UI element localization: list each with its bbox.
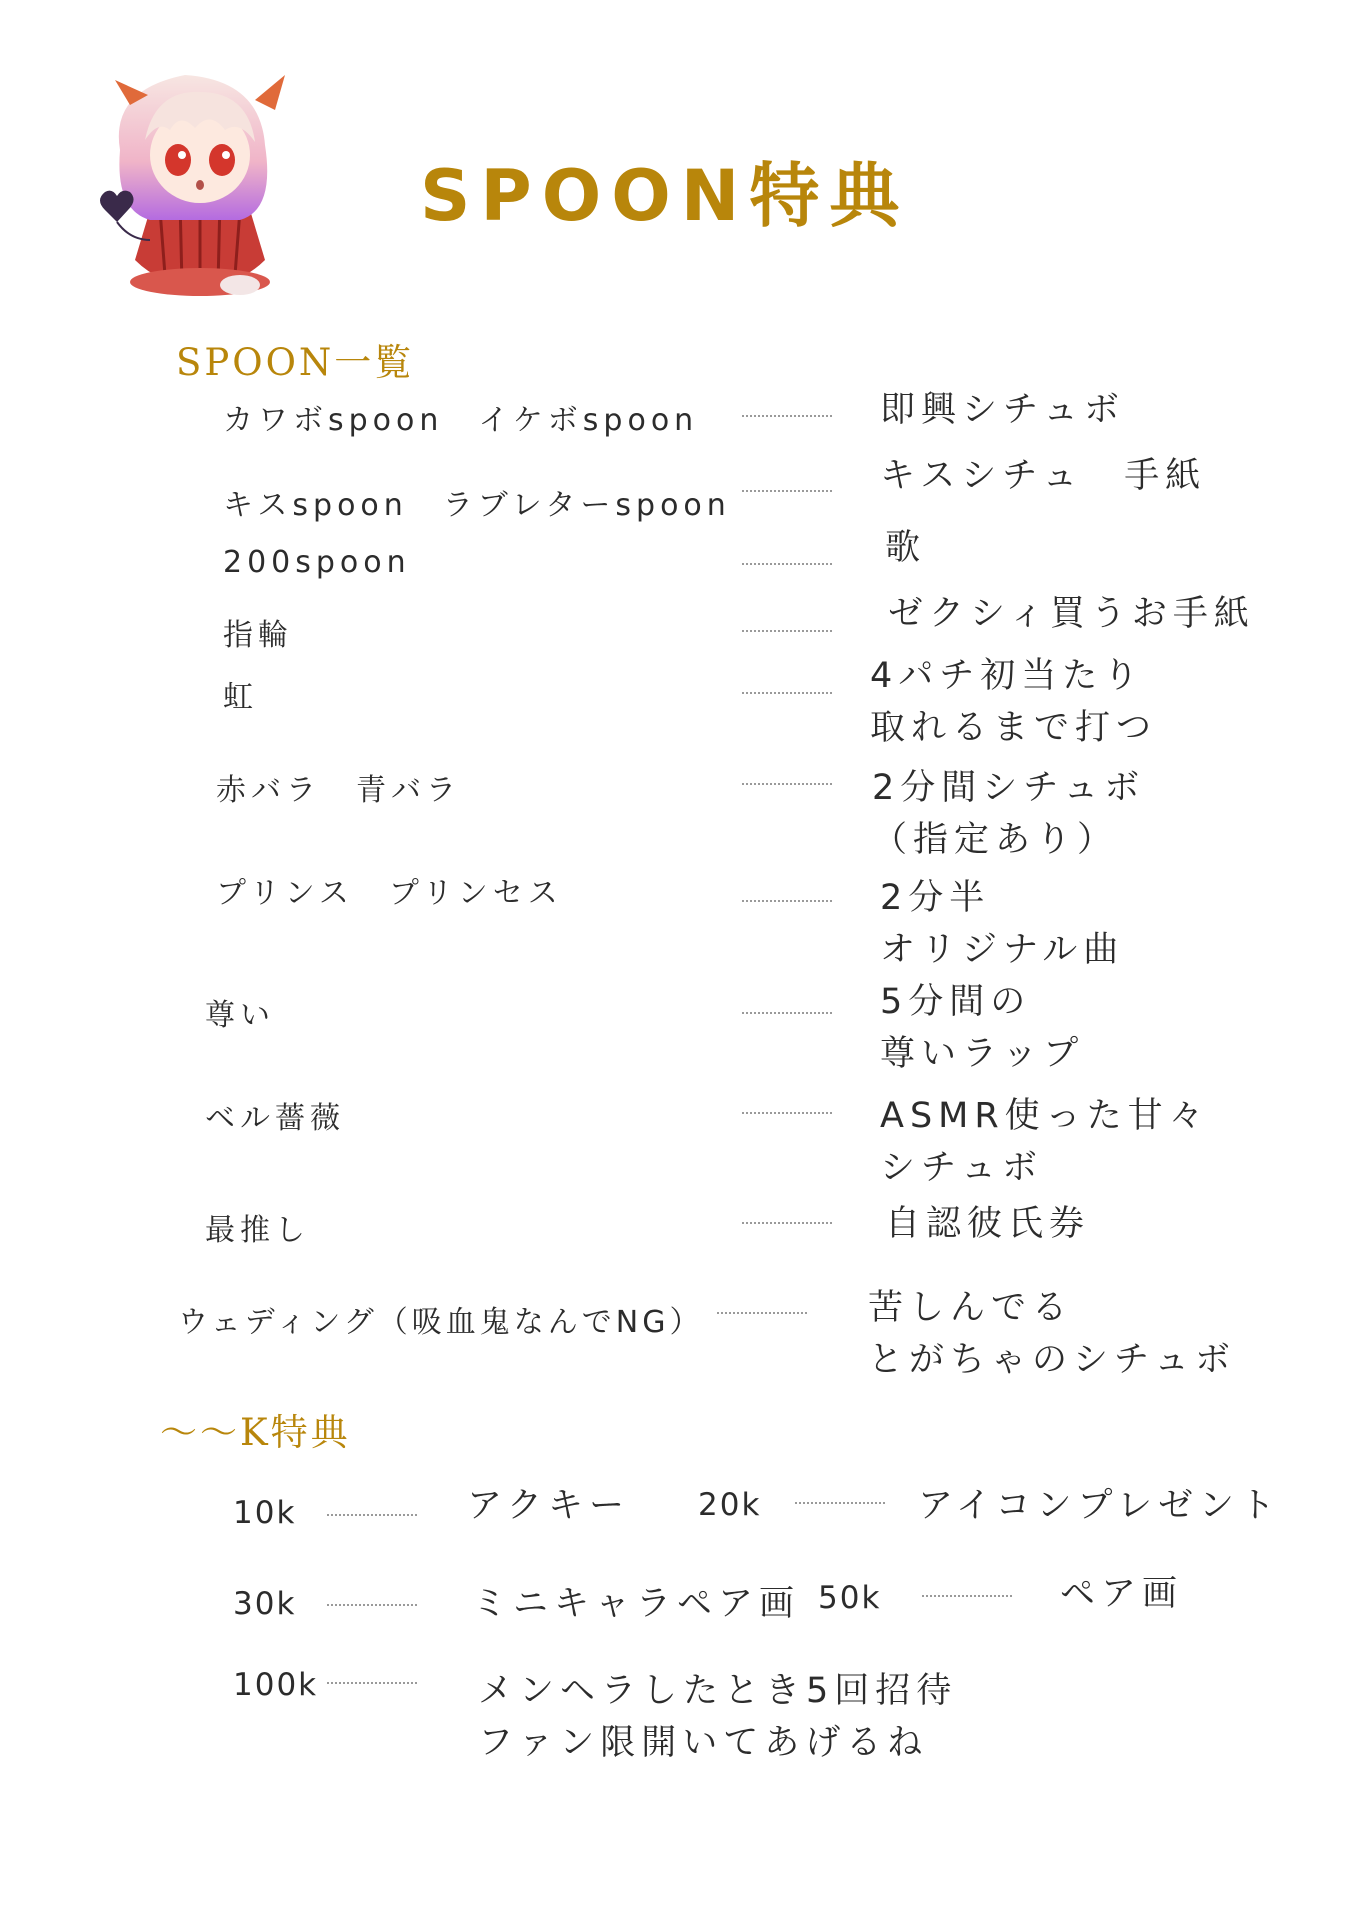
k-bonus-threshold: 10k [233, 1495, 297, 1531]
spoon-item-reward: ゼクシィ買うお手紙 [888, 594, 1255, 634]
spoon-item-label: ウェディング（吸血鬼なんでNG） [178, 1305, 704, 1340]
spoon-item-reward: 2分間シチュボ （指定あり） [872, 768, 1146, 860]
chibi-character-illustration [90, 60, 310, 300]
spoon-item-label: キスspoon ラブレターspoon [223, 488, 731, 523]
spoon-item-label: 指輪 [223, 618, 293, 653]
spoon-item-label: 虹 [223, 680, 258, 715]
k-bonus-heading: ～～K特典 [160, 1411, 351, 1454]
spoon-item-reward: 即興シチュボ [880, 390, 1125, 430]
k-bonus-reward: ペア画 [1060, 1574, 1184, 1614]
k-bonus-reward: ミニキャラペア画 [472, 1584, 801, 1624]
dotted-leader [795, 1502, 885, 1504]
spoon-item-reward: 歌 [885, 528, 927, 568]
spoon-item-reward: 自認彼氏券 [885, 1204, 1091, 1244]
spoon-item-reward: 苦しんでる とがちゃのシチュボ [868, 1288, 1236, 1380]
spoon-item-label: 尊い [205, 998, 275, 1033]
spoon-item-reward: ASMR使った甘々 シチュボ [880, 1096, 1210, 1188]
spoon-item-label: 200spoon [223, 545, 411, 580]
spoon-item-label: ベル薔薇 [205, 1101, 345, 1136]
dotted-leader [742, 1012, 832, 1014]
spoon-list-heading: SPOON一覧 [176, 341, 415, 384]
k-bonus-reward: メンヘラしたとき5回招待 ファン限開いてあげるね [478, 1671, 958, 1763]
k-bonus-threshold: 20k [698, 1487, 762, 1523]
spoon-item-reward: 2分半 オリジナル曲 [880, 878, 1125, 970]
dotted-leader [742, 783, 832, 785]
spoon-item-reward: 4パチ初当たり 取れるまで打つ [870, 656, 1158, 748]
k-bonus-threshold: 100k [233, 1667, 319, 1703]
spoon-item-reward: キスシチュ 手紙 [880, 456, 1207, 496]
dotted-leader [742, 563, 832, 565]
k-bonus-reward: アクキー [467, 1486, 630, 1526]
dotted-leader [922, 1595, 1012, 1597]
dotted-leader [742, 692, 832, 694]
spoon-item-label: プリンス プリンセス [216, 876, 563, 911]
spoon-item-label: カワボspoon イケボspoon [223, 403, 699, 438]
dotted-leader [327, 1682, 417, 1684]
spoon-item-label: 最推し [205, 1213, 310, 1248]
dotted-leader [327, 1604, 417, 1606]
dotted-leader [742, 1222, 832, 1224]
k-bonus-threshold: 30k [233, 1586, 297, 1622]
dotted-leader [742, 1112, 832, 1114]
spoon-item-reward: 5分間の 尊いラップ [880, 982, 1085, 1074]
k-bonus-threshold: 50k [818, 1580, 882, 1616]
dotted-leader [327, 1514, 417, 1516]
spoon-item-label: 赤バラ 青バラ [216, 773, 461, 808]
dotted-leader [717, 1312, 807, 1314]
dotted-leader [742, 415, 832, 417]
dotted-leader [742, 900, 832, 902]
dotted-leader [742, 630, 832, 632]
dotted-leader [742, 490, 832, 492]
k-bonus-reward: アイコンプレゼント [918, 1486, 1282, 1526]
page-title: SPOON特典 [420, 155, 910, 237]
